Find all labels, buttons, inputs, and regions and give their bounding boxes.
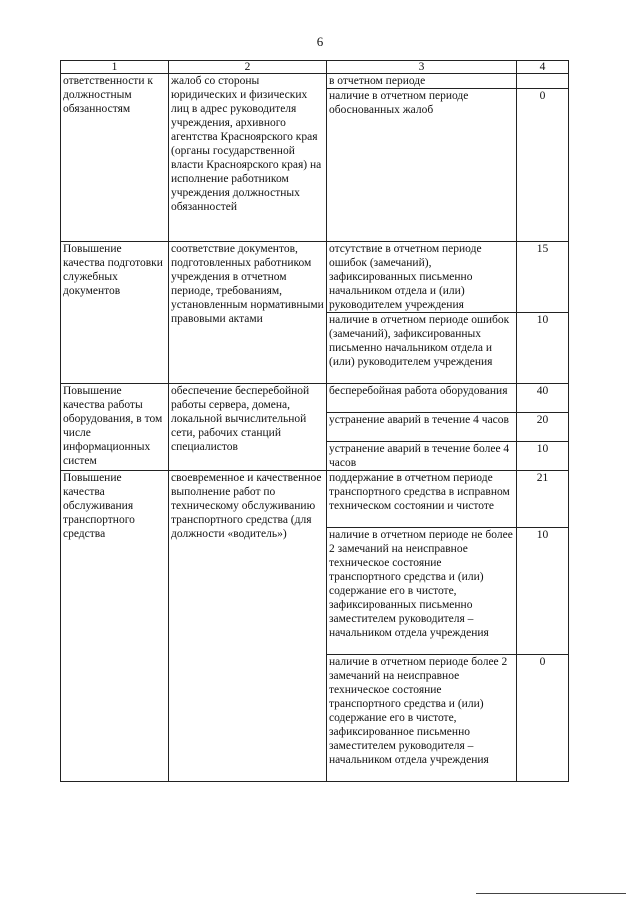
header-cell: 3 <box>327 61 517 74</box>
page-number: 6 <box>316 34 324 49</box>
header-cell: 2 <box>169 61 327 74</box>
points-cell: 10 <box>517 313 569 384</box>
points-cell: 20 <box>517 413 569 442</box>
points-cell: 10 <box>517 528 569 655</box>
table-row <box>61 471 569 528</box>
condition-cell: устранение аварий в течение более 4 часов <box>327 442 517 471</box>
criterion-cell: Повышение качества обслуживания транспортного средства <box>61 471 169 782</box>
condition-cell: наличие в отчетном периоде ошибок (замечаний), зафиксированных письменно начальником отдела и (или) руководителем учреждения <box>327 313 517 384</box>
header-cell: 4 <box>517 61 569 74</box>
condition-cell: поддержание в отчетном периоде транспортного средства в исправном техническом состоянии и чистоте <box>327 471 517 528</box>
points-cell: 15 <box>517 242 569 313</box>
table-row <box>61 74 569 89</box>
points-cell: 21 <box>517 471 569 528</box>
condition-cell: бесперебойная работа оборудования <box>327 384 517 413</box>
indicator-cell: жалоб со стороны юридических и физических лиц в адрес руководителя учреждения, архивного агентства Красноярского края (органы государственной власти Красноярского края) на исполнение работником учреждения должностных обязанностей <box>169 74 327 242</box>
condition-cell: наличие в отчетном периоде не более 2 замечаний на неисправное техническое состояние транспортного средства и (или) содержание его в чистоте, зафиксированных письменно заместителем руководителя – начальником отдела учреждения <box>327 528 517 655</box>
condition-cell: устранение аварий в течение 4 часов <box>327 413 517 442</box>
condition-cell: отсутствие в отчетном периоде ошибок (замечаний), зафиксированных письменно начальником отдела и (или) руководителем учреждения <box>327 242 517 313</box>
header-cell: 1 <box>61 61 169 74</box>
points-cell: 0 <box>517 655 569 782</box>
criteria-table <box>60 60 569 782</box>
indicator-cell: своевременное и качественное выполнение работ по техническому обслуживанию транспортного средства (для должности «водитель») <box>169 471 327 782</box>
points-cell: 40 <box>517 384 569 413</box>
table-row <box>61 384 569 413</box>
indicator-cell: соответствие документов, подготовленных работником учреждения в отчетном периоде, требованиям, установленным нормативными правовыми актами <box>169 242 327 384</box>
criterion-cell: ответственности к должностным обязанностям <box>61 74 169 242</box>
condition-cell: наличие в отчетном периоде более 2 замечаний на неисправное техническое состояние транспортного средства и (или) содержание его в чистоте, зафиксированное письменно заместителем руководителя – начальником отдела учреждения <box>327 655 517 782</box>
indicator-cell: обеспечение бесперебойной работы сервера, домена, локальной вычислительной сети, рабочих станций специалистов <box>169 384 327 471</box>
points-cell: 0 <box>517 89 569 242</box>
table-header-row <box>61 61 569 74</box>
condition-cell: в отчетном периоде <box>327 74 517 89</box>
table-row <box>61 242 569 313</box>
points-cell: 10 <box>517 442 569 471</box>
footer-rule <box>476 893 626 894</box>
condition-cell: наличие в отчетном периоде обоснованных жалоб <box>327 89 517 242</box>
criterion-cell: Повышение качества работы оборудования, в том числе информационных систем <box>61 384 169 471</box>
criterion-cell: Повышение качества подготовки служебных документов <box>61 242 169 384</box>
points-cell <box>517 74 569 89</box>
